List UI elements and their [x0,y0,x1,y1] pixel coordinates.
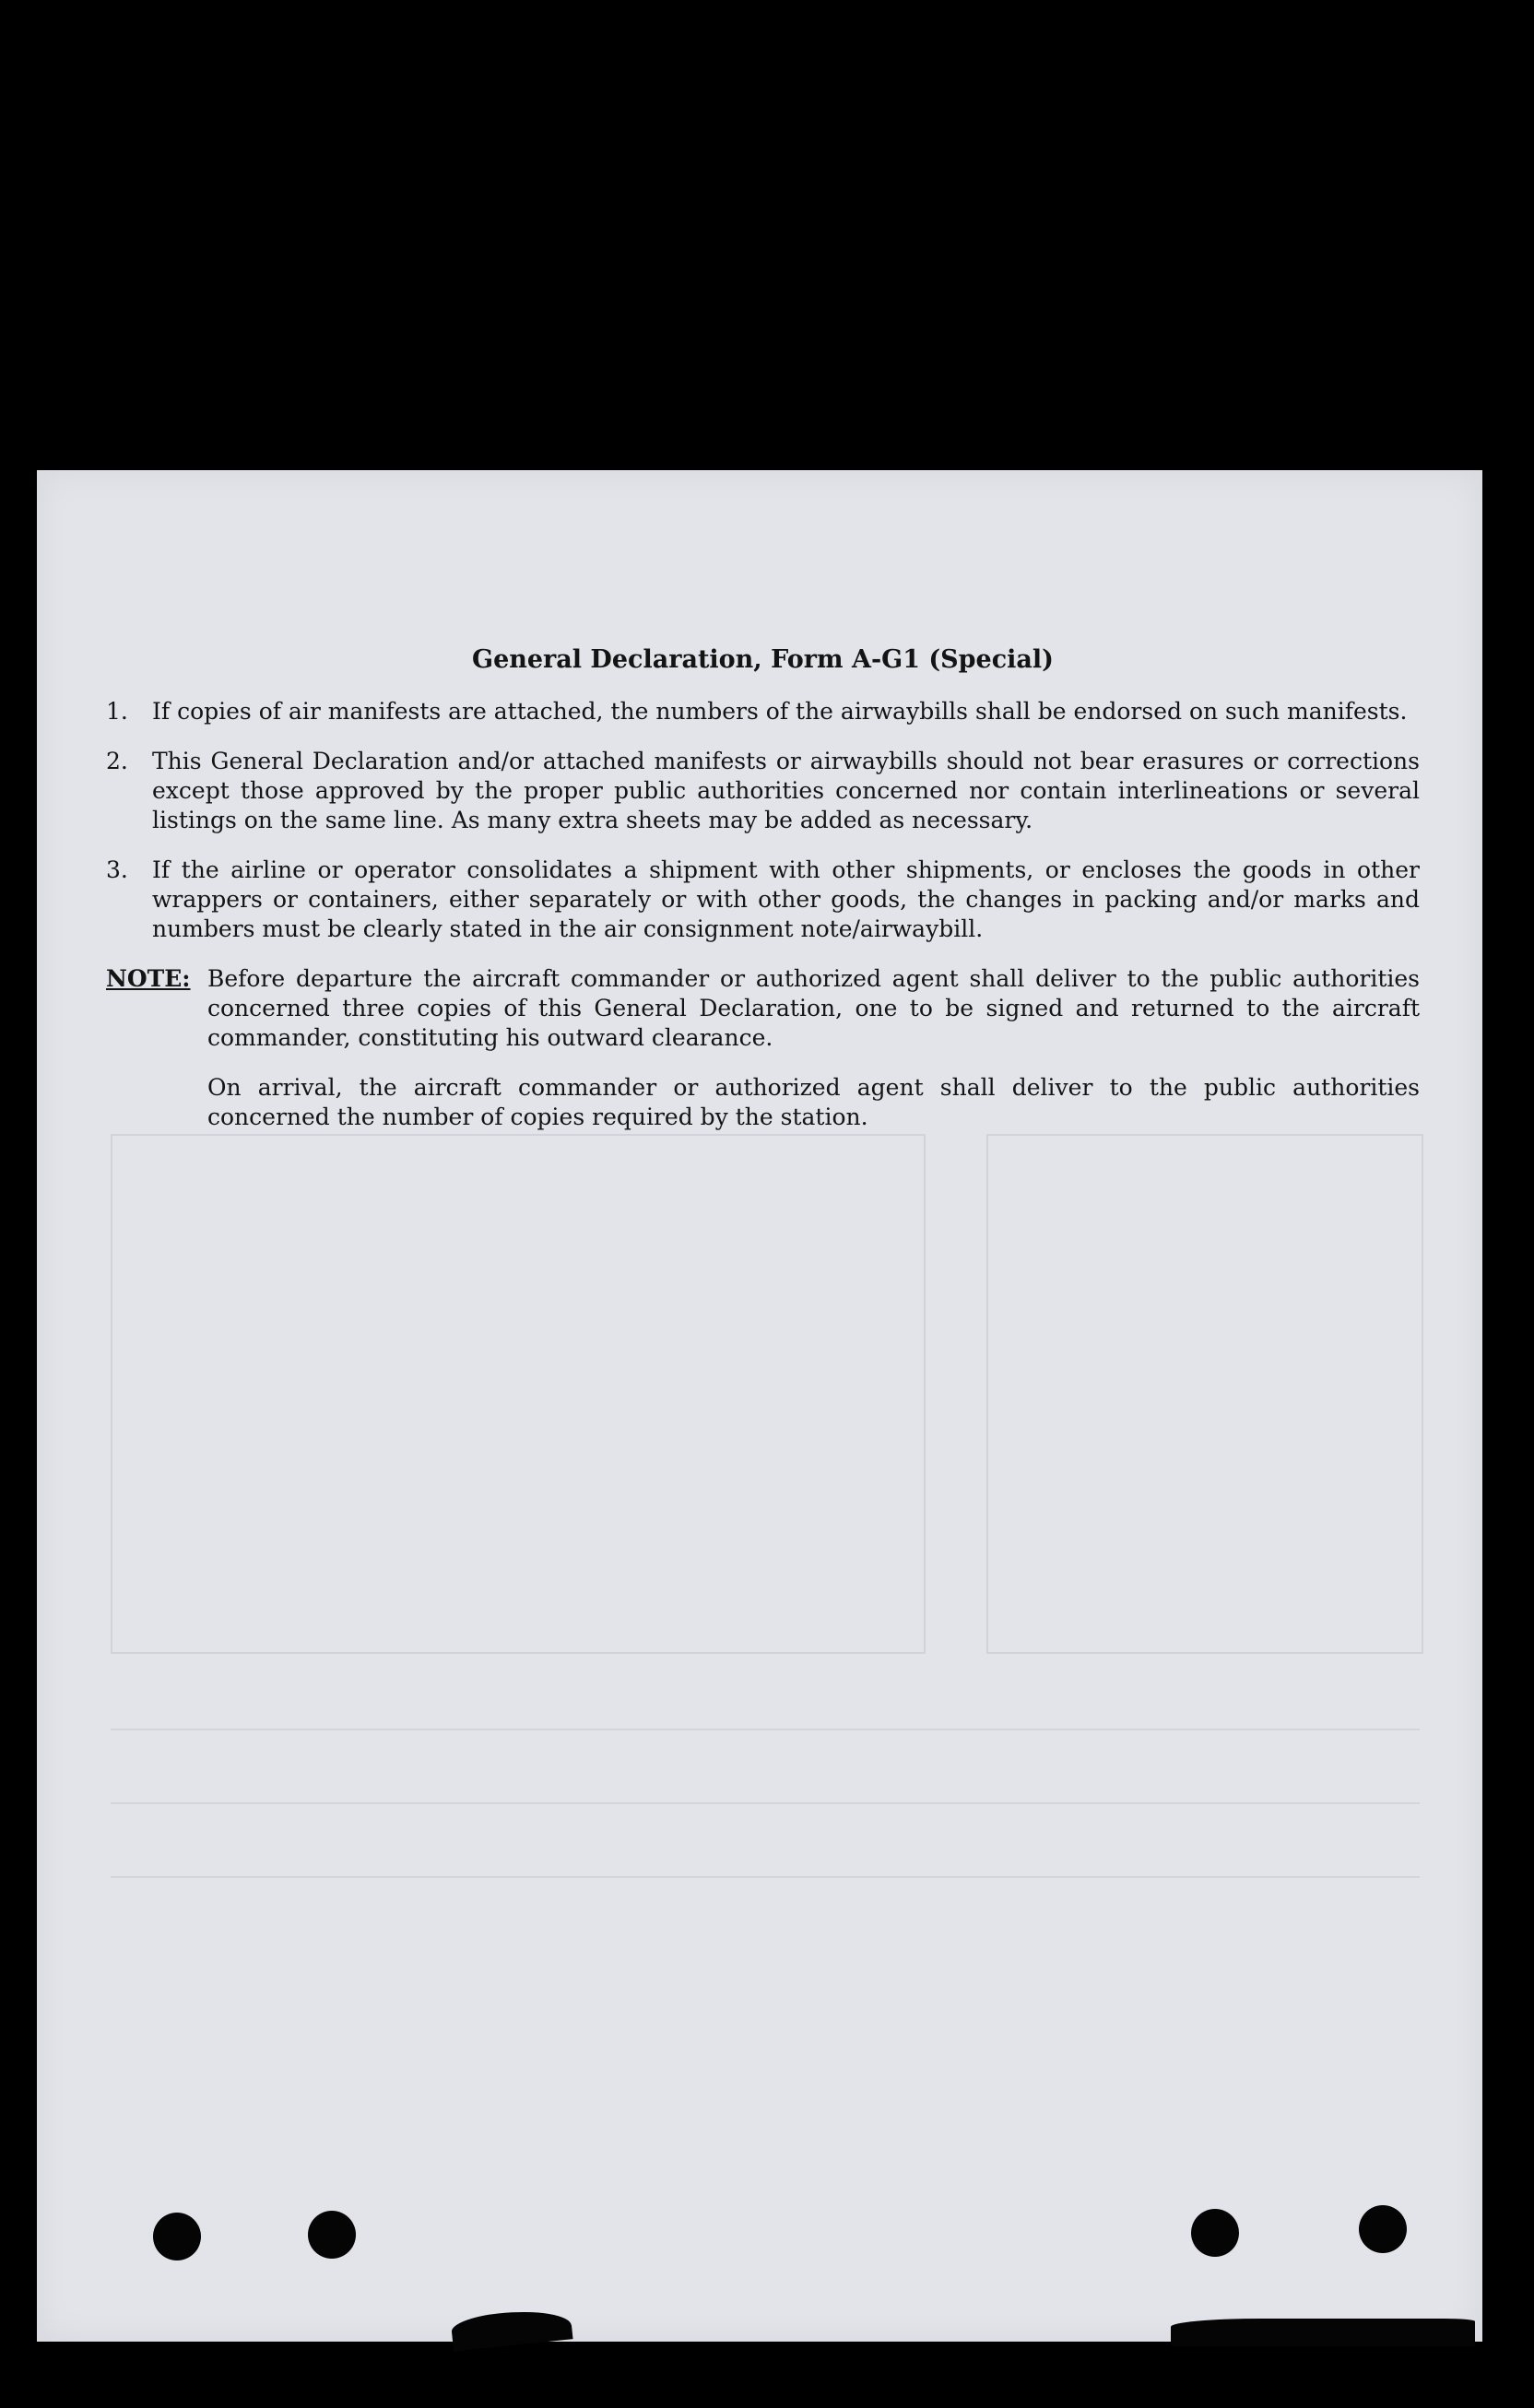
declaration-instructions [106,645,1420,1152]
item-number: 2. [106,748,128,774]
item-number: 3. [106,856,128,883]
item-text: If the airline or operator consolidates a shipment with other shipments, or encloses the goods in other wrappers or containers, either separately or with other goods, the changes in packing and/or marks and numbers must be clearly stated in the air consignment note/airwaybill. [152,856,1420,942]
item-number: 1. [106,698,128,725]
page-title: General Declaration, Form A-G1 (Special) [472,645,1054,674]
bleed-through-rule [111,1802,1420,1804]
list-item [106,697,1420,726]
note-body [207,964,1420,1152]
list-item [106,747,1420,835]
bleed-through-box-right [986,1134,1423,1654]
note-paragraph: On arrival, the aircraft commander or authorized agent shall deliver to the public authorities concerned the number of copies required by the station. [207,1074,1420,1130]
punch-hole-icon [153,2213,201,2260]
note-label: NOTE: [106,965,191,992]
bleed-through-rule [111,1876,1420,1878]
bleed-through-rule [111,1729,1420,1730]
torn-edge-mark [1171,2319,1475,2346]
punch-hole-icon [1191,2209,1239,2257]
item-text: This General Declaration and/or attached manifests or airwaybills should not bear erasures or corrections except those approved by the proper public authorities concerned nor contain interlineations or several listings on the same line. As many extra sheets may be added as necessary. [152,748,1420,833]
item-text: If copies of air manifests are attached, the numbers of the airwaybills shall be endorsed on such manifests. [152,698,1408,725]
list-item [106,856,1420,944]
punch-hole-icon [308,2211,356,2259]
note-paragraph: Before departure the aircraft commander or authorized agent shall deliver to the public authorities concerned three copies of this General Declaration, one to be signed and returned to the aircraft commander, constituting his outward clearance. [207,965,1420,1051]
bleed-through-box-left [111,1134,926,1654]
note-section [106,964,1420,1152]
punch-hole-icon [1359,2205,1407,2253]
